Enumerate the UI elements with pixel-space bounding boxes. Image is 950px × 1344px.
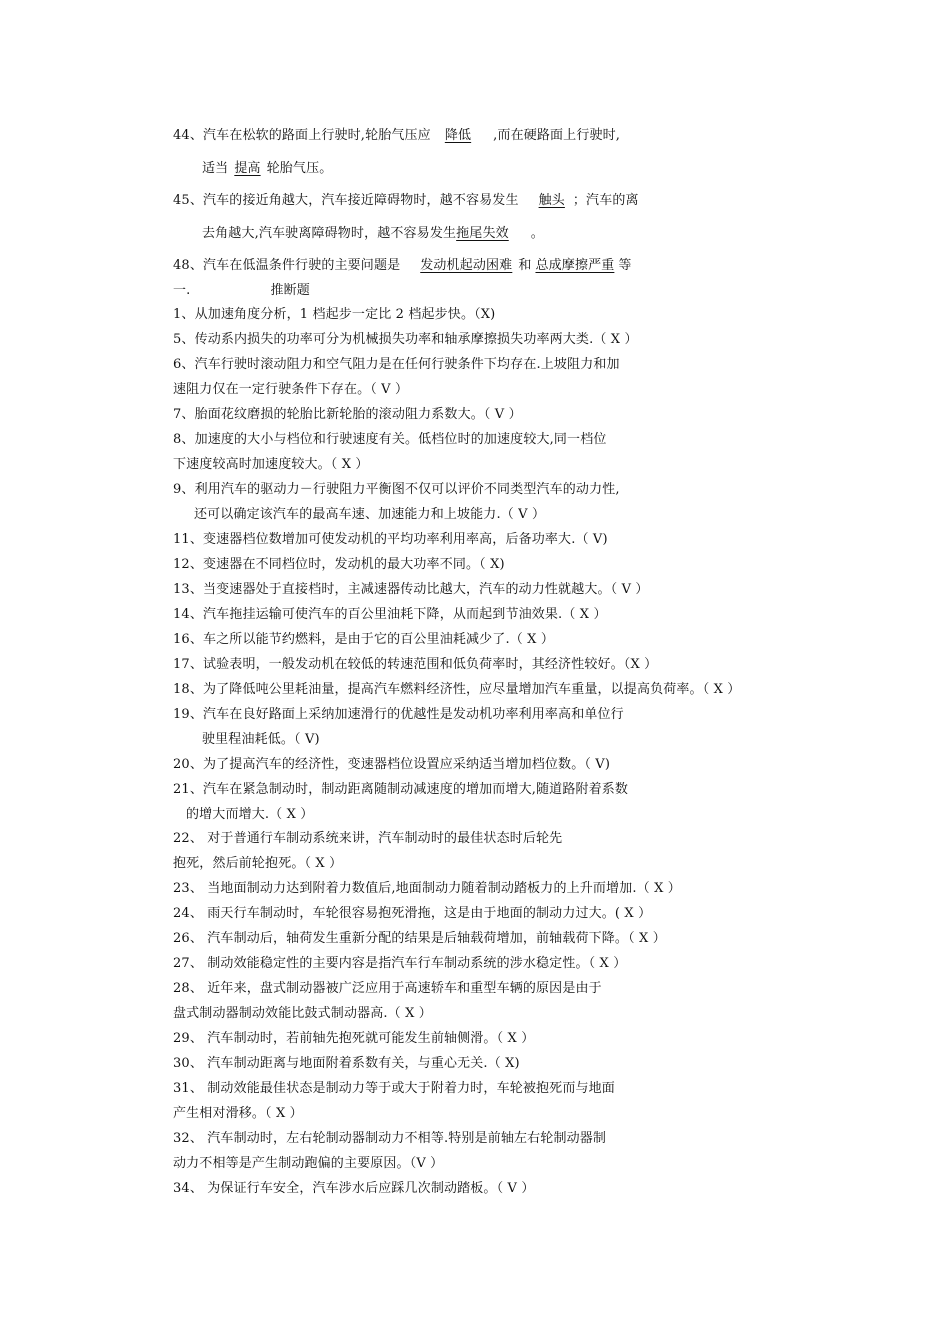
statement-27: 27、 制动效能稳定性的主要内容是指汽车行车制动系统的涉水稳定性。（ X ） [173, 956, 627, 971]
section-heading [173, 282, 310, 300]
statement-16: 16、车之所以能节约燃料，是由于它的百公里油耗减少了.（ X ） [173, 632, 554, 647]
statement-18: 18、为了降低吨公里耗油量，提高汽车燃料经济性，应尽量增加汽车重量，以提高负荷率。（ X ） [173, 682, 741, 697]
statement-19-line-2: 驶里程油耗低。（ V) [202, 732, 320, 747]
section-number: 一. [173, 283, 191, 298]
q48-text-a: 48、汽车在低温条件行驶的主要问题是 [173, 258, 401, 273]
q48-text-b: 和 [518, 258, 532, 273]
q45-text-b: ；汽车的离 [572, 193, 639, 208]
statement-13: 13、当变速器处于直接档时，主减速器传动比越大，汽车的动力性就越大。（ V ） [173, 582, 649, 597]
q45-answer-2: 拖尾失效 [456, 226, 509, 241]
q44-text-a: 44、汽车在松软的路面上行驶时,轮胎气压应 [173, 128, 431, 143]
statement-32-line-1: 32、 汽车制动时，左右轮制动器制动力不相等.特别是前轴左右轮制动器制 [173, 1131, 607, 1146]
q44-answer-1: 降低 [444, 128, 472, 143]
statement-5: 5、传动系内损失的功率可分为机械损失功率和轴承摩擦损失功率两大类.（ X ） [173, 332, 638, 347]
question-44-line-2 [202, 160, 332, 178]
statement-24: 24、 雨天行车制动时，车轮很容易抱死滑拖，这是由于地面的制动力过大。( X ） [173, 906, 652, 921]
question-44-line-1 [173, 127, 620, 145]
statement-8-line-2: 下速度较高时加速度较大。（ X ） [173, 457, 369, 472]
statement-7: 7、胎面花纹磨损的轮胎比新轮胎的滚动阻力系数大。（ V ） [173, 407, 522, 422]
statement-30: 30、 汽车制动距离与地面附着系数有关，与重心无关.（ X) [173, 1056, 520, 1071]
statement-21-line-1: 21、汽车在紧急制动时，制动距离随制动减速度的增加而增大,随道路附着系数 [173, 782, 629, 797]
statement-26: 26、 汽车制动后，轴荷发生重新分配的结果是后轴载荷增加，前轴载荷下降。（ X ） [173, 931, 666, 946]
q45-text-c: 去角越大,汽车驶离障碍物时，越不容易发生 [202, 226, 457, 241]
statement-21-line-2: 的增大而增大.（ X ） [186, 807, 314, 822]
statement-32-line-2: 动力不相等是产生制动跑偏的主要原因。（V ） [173, 1156, 444, 1171]
question-45-line-2 [202, 225, 544, 243]
statement-23: 23、 当地面制动力达到附着力数值后,地面制动力随着制动踏板力的上升而增加.（ X ） [173, 881, 681, 896]
statement-1: 1、从加速角度分析，1 档起步一定比 2 档起步快。（X) [173, 307, 496, 322]
statement-20: 20、为了提高汽车的经济性，变速器档位设置应采纳适当增加档位数。（ V) [173, 757, 611, 772]
statement-9-line-1: 9、利用汽车的驱动力－行驶阻力平衡图不仅可以评价不同类型汽车的动力性, [173, 482, 620, 497]
statement-31-line-1: 31、 制动效能最佳状态是制动力等于或大于附着力时，车轮被抱死而与地面 [173, 1081, 615, 1096]
q48-text-c: 等 [618, 258, 632, 273]
q45-text-a: 45、汽车的接近角越大，汽车接近障碍物时，越不容易发生 [173, 193, 519, 208]
statement-19-line-1: 19、汽车在良好路面上采纳加速滑行的优越性是发动机功率利用率高和单位行 [173, 707, 624, 722]
q45-text-d: 。 [530, 226, 544, 241]
q44-text-d: 轮胎气压。 [266, 161, 333, 176]
question-45-line-1 [173, 192, 639, 210]
statement-8-line-1: 8、加速度的大小与档位和行驶速度有关。低档位时的加速度较大,同一档位 [173, 432, 607, 447]
statement-28-line-1: 28、 近年来，盘式制动器被广泛应用于高速轿车和重型车辆的原因是由于 [173, 981, 602, 996]
q44-answer-2: 提高 [234, 161, 261, 176]
question-48-line [173, 257, 632, 275]
statement-22-line-1: 22、 对于普通行车制动系统来讲，汽车制动时的最佳状态时后轮先 [173, 831, 563, 846]
q48-answer-1: 发动机起动困难 [420, 258, 513, 273]
statement-22-line-2: 抱死，然后前轮抱死。（ X ） [173, 856, 343, 871]
statement-9-line-2: 还可以确定该汽车的最高车速、加速能力和上坡能力.（ V ） [194, 507, 546, 522]
statement-6-line-2: 速阻力仅在一定行驶条件下存在。（ V ） [173, 382, 409, 397]
statement-34: 34、 为保证行车安全，汽车涉水后应踩几次制动踏板。（ V ） [173, 1181, 535, 1196]
q44-text-c: 适当 [202, 161, 229, 176]
statement-12: 12、变速器在不同档位时，发动机的最大功率不同。（ X) [173, 557, 505, 572]
statement-31-line-2: 产生相对滑移。（ X ） [173, 1106, 303, 1121]
statement-28-line-2: 盘式制动器制动效能比鼓式制动器高.（ X ） [173, 1006, 432, 1021]
statement-6-line-1: 6、汽车行驶时滚动阻力和空气阻力是在任何行驶条件下均存在.上坡阻力和加 [173, 357, 620, 372]
statement-11: 11、变速器档位数增加可使发动机的平均功率利用率高，后备功率大.（ V) [173, 532, 608, 547]
statement-17: 17、试验表明，一般发动机在较低的转速范围和低负荷率时，其经济性较好。（X ） [173, 657, 658, 672]
statement-29: 29、 汽车制动时，若前轴先抱死就可能发生前轴侧滑。（ X ） [173, 1031, 535, 1046]
q45-answer-1: 触头 [538, 193, 565, 208]
section-title: 推断题 [270, 283, 310, 298]
statement-14: 14、汽车拖挂运输可使汽车的百公里油耗下降，从而起到节油效果.（ X ） [173, 607, 607, 622]
q44-text-b: ,而在硬路面上行驶时, [493, 128, 621, 143]
q48-answer-2: 总成摩擦严重 [535, 258, 615, 273]
